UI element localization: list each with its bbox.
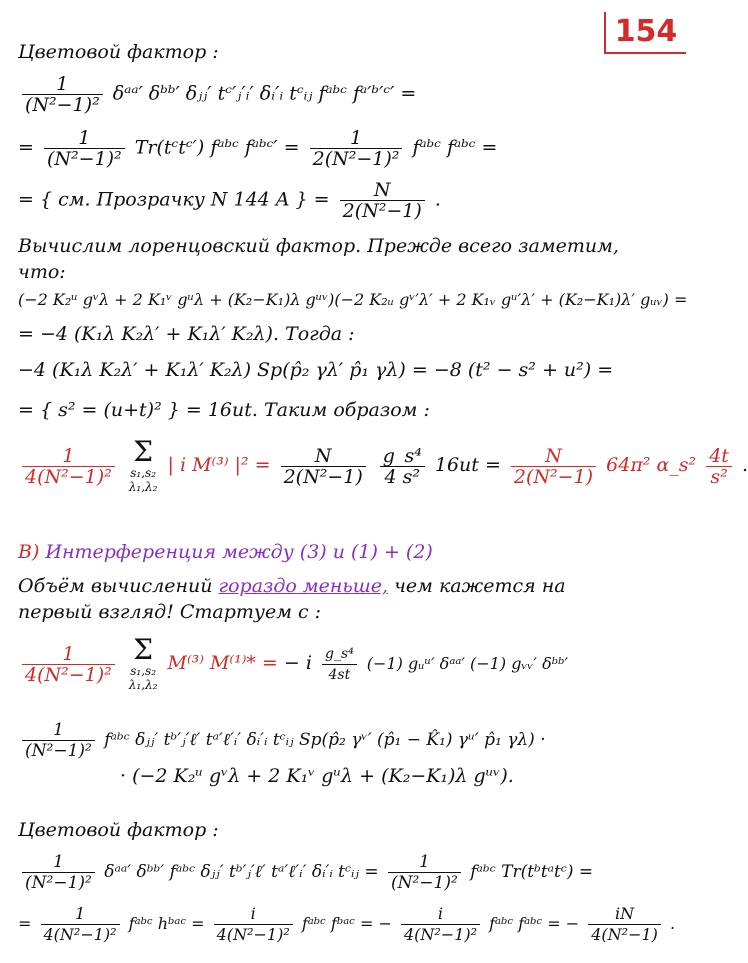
page-number: 154 bbox=[604, 12, 686, 54]
fraction: $\frac{1}{\text{4(N²−1)²}}$ bbox=[41, 904, 120, 945]
equation-color-factor-3: = { см. Прозрачку N 144 A } = $\frac{N}{\text{2(N²−1)}}$ . bbox=[18, 179, 441, 222]
fraction: $\frac{1}{\text{2(N²−1)²}}$ bbox=[310, 128, 403, 169]
equation-interference-lorentz: · (−2 K₂ᵘ gᵛλ + 2 K₁ᵛ gᵘλ + (K₂−K₁)λ gᵘᵛ). bbox=[120, 765, 514, 787]
heading-color-factor-2: Цветовой фактор : bbox=[18, 819, 219, 841]
equation-squared-amplitude: $\frac{1}{\text{4(N²−1)²}}$ Σ s₁,s₂ λ₁,λ₂ | i M⁽³⁾ |² = $\frac{N}{\text{2(N²−1)}}$ $\frac{\text{g\_s⁴}}{\text{4 s²}}$ 16ut = $\frac{N}{\text{2(N²−1)}}$ 64π² α_s² $\frac{4t}{\text{s²}}$ . bbox=[18, 438, 748, 494]
equation-color-factor-interference-1: $\frac{1}{\text{(N²−1)²}}$ δᵃᵃ′ δᵇᵇ′ fᵃᵇᶜ δⱼⱼ′ tᵇ′ⱼ′ℓ′ tᵃ′ℓ′ᵢ′ δᵢ′ᵢ tᶜᵢⱼ = $\frac{1}{\text{(N²−1)²}}$ fᵃᵇᶜ Tr(tᵇtᵃtᶜ) = bbox=[18, 852, 593, 893]
fraction: $\frac{i}{\text{4(N²−1)²}}$ bbox=[401, 904, 480, 945]
fraction: $\frac{1}{\text{(N²−1)²}}$ bbox=[22, 720, 95, 761]
text-lorentz-intro: Вычислим лоренцовский фактор. Прежде всего заметим, bbox=[18, 235, 619, 257]
equation-lorentz-product: (−2 K₂ᵘ gᵛλ + 2 K₁ᵛ gᵘλ + (K₂−K₁)λ gᵘᵛ)(−2 K₂ᵤ gᵛ′λ′ + 2 K₁ᵥ gᵘ′λ′ + (K₂−K₁)λ′ gᵤᵥ) = bbox=[18, 290, 688, 309]
fraction: $\frac{4t}{\text{s²}}$ bbox=[706, 446, 732, 487]
sum-symbol: Σ s₁,s₂ λ₁,λ₂ bbox=[128, 633, 158, 692]
fraction: $\frac{1}{\text{4(N²−1)²}}$ bbox=[22, 644, 115, 685]
fraction: $\frac{1}{\text{4(N²−1)²}}$ bbox=[22, 446, 115, 487]
fraction: $\frac{i}{\text{4(N²−1)²}}$ bbox=[214, 904, 293, 945]
equation-interference-start: $\frac{1}{\text{4(N²−1)²}}$ Σ s₁,s₂ λ₁,λ₂ M⁽³⁾ M⁽¹⁾* = − i $\frac{\text{g\_s⁴}}{4st}$ (−1) gᵤᵘ′ δᵃᵃ′ (−1) gᵥᵥ′ δᵇᵇ′ bbox=[18, 636, 568, 692]
expression: δᵃᵃ′ δᵇᵇ′ δⱼⱼ′ tᶜ′ⱼ′ᵢ′ δᵢ′ᵢ tᶜᵢⱼ fᵃᵇᶜ fᵃ′ᵇ′ᶜ′ = bbox=[112, 82, 417, 105]
fraction: $\frac{1}{\text{(N²−1)²}}$ bbox=[44, 128, 125, 169]
fraction: $\frac{1}{\text{(N²−1)²}}$ bbox=[22, 74, 103, 115]
text-that: что: bbox=[18, 261, 66, 283]
equation-interference-trace: $\frac{1}{\text{(N²−1)²}}$ fᵃᵇᶜ δⱼⱼ′ tᵇ′ⱼ′ℓ′ tᵃ′ℓ′ᵢ′ δᵢ′ᵢ tᶜᵢⱼ Sp(p̂₂ γᵛ′ (p̂₁ − K̂₁) γᵘ′ p̂₁ γλ) · bbox=[18, 720, 546, 761]
text-first-glance: первый взгляд! Стартуем с : bbox=[18, 601, 322, 623]
fraction: $\frac{N}{\text{2(N²−1)}}$ bbox=[281, 446, 366, 487]
heading-color-factor: Цветовой фактор : bbox=[18, 41, 219, 63]
fraction: $\frac{iN}{\text{4(N²−1)}}$ bbox=[588, 904, 661, 945]
equation-color-factor-2: = $\frac{1}{\text{(N²−1)²}}$ Tr(tᶜtᶜ′) fᵃᵇᶜ fᵃᵇᶜ′ = $\frac{1}{\text{2(N²−1)²}}$ fᵃᵇᶜ fᵃᵇᶜ = bbox=[18, 127, 498, 170]
section-heading-interference: B) Интерференция между (3) и (1) + (2) bbox=[18, 541, 433, 563]
equation-trace: −4 (K₁λ K₂λ′ + K₁λ′ K₂λ) Sp(p̂₂ γλ′ p̂₁ γλ) = −8 (t² − s² + u²) = bbox=[18, 359, 614, 381]
equation-color-factor-interference-2: = $\frac{1}{\text{4(N²−1)²}}$ fᵃᵇᶜ hᵇᵃᶜ = $\frac{i}{\text{4(N²−1)²}}$ fᵃᵇᶜ fᵇᵃᶜ = − $\frac{i}{\text{4(N²−1)²}}$ fᵃᵇᶜ fᵃᵇᶜ = − $\frac{iN}{\text{4(N²−1)}}$ . bbox=[18, 904, 676, 944]
fraction: $\frac{1}{\text{(N²−1)²}}$ bbox=[388, 852, 461, 893]
fraction: $\frac{N}{\text{2(N²−1)}}$ bbox=[511, 446, 596, 487]
equation-substitution: = { s² = (u+t)² } = 16ut. Таким образом : bbox=[18, 399, 430, 421]
fraction: $\frac{1}{\text{(N²−1)²}}$ bbox=[22, 852, 95, 893]
fraction: $\frac{\text{g\_s⁴}}{\text{4 s²}}$ bbox=[380, 446, 425, 487]
equation-lorentz-result: = −4 (K₁λ K₂λ′ + K₁λ′ K₂λ). Тогда : bbox=[18, 323, 355, 345]
fraction: $\frac{N}{\text{2(N²−1)}}$ bbox=[340, 180, 425, 221]
equation-color-factor-1 bbox=[18, 74, 416, 115]
text-calc-volume: Объём вычислений гораздо меньше, чем кажется на bbox=[18, 575, 566, 597]
sum-symbol: Σ s₁,s₂ λ₁,λ₂ bbox=[128, 435, 158, 494]
fraction: $\frac{\text{g\_s⁴}}{4st}$ bbox=[322, 644, 357, 685]
